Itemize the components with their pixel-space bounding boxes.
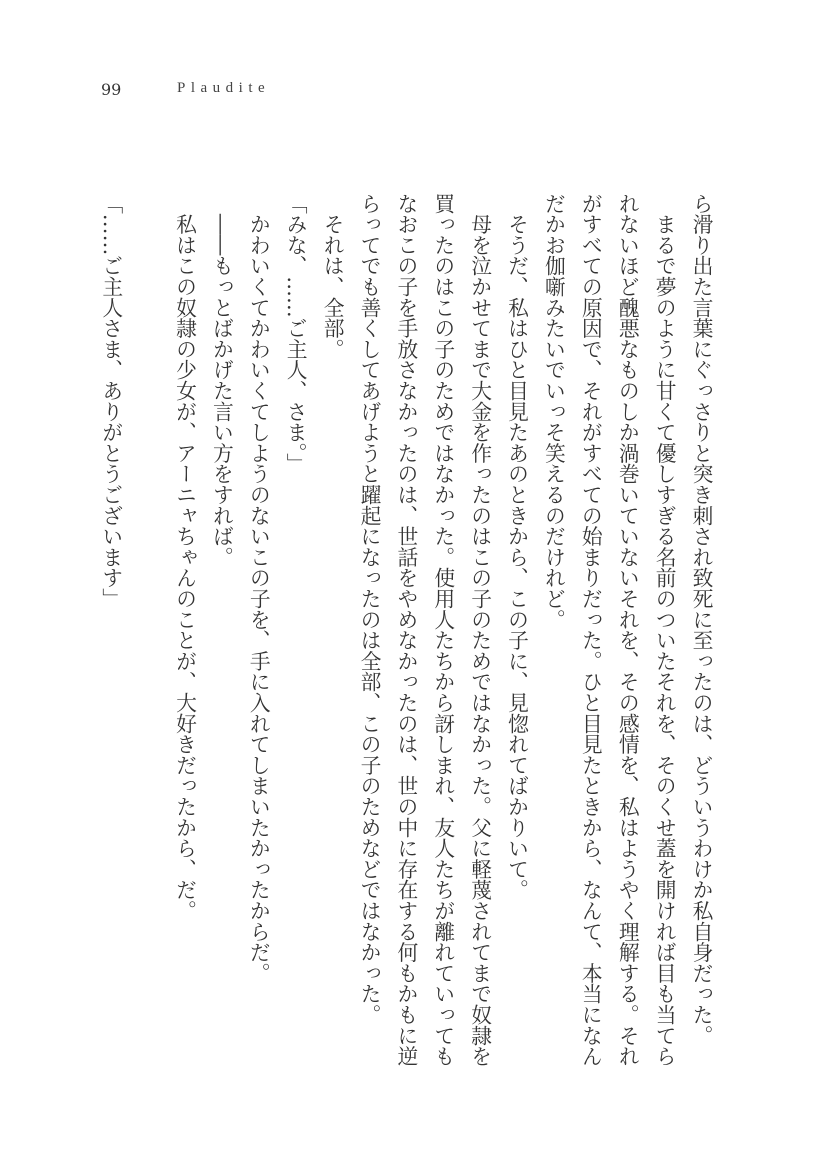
text-column: まるで夢のように甘くて優しすぎる名前のついたそれを、そのくせ蓋を開ければ目も当てら: [652, 193, 677, 1067]
blank-column: [129, 193, 166, 1073]
text-column: 私はこの奴隷の少女が、アーニャちゃんのことが、大好きだったから、だ。: [172, 193, 197, 921]
running-title: Plaudite: [177, 80, 271, 96]
text-column: れないほど醜悪なものしか渦巻いていないそれを、その感情を、私はようやく理解する。それ: [615, 193, 640, 1067]
text-column: 買ったのはこの子のためではなかった。使用人たちから訝しまれ、友人たちが離れていっても: [430, 193, 455, 1067]
text-column: それは、全部。: [320, 193, 345, 360]
text-column: がすべての原因で、それがすべての始まりだった。ひと目見たときから、なんて、本当になん: [578, 193, 603, 1067]
text-column: ――もっとばかげた言い方をすれば。: [209, 193, 234, 568]
vertical-body-text: [92, 193, 719, 1073]
text-column: 母を泣かせてまで大金を作ったのはこの子のためではなかった。父に軽蔑されてまで奴隷を: [467, 193, 492, 1067]
dialogue-column: 「みな、……ご主人、さま。」: [283, 193, 308, 474]
text-column: なおこの子を手放さなかったのは、世話をやめなかったのは、世の中に存在する何もかもに逆: [393, 193, 418, 1067]
text-column: らってでも善くしてあげようと躍起になったのは全部、この子のためなどではなかった。: [356, 193, 381, 1025]
text-column: だかお伽噺みたいでいっそ笑えるのだけれど。: [541, 193, 566, 630]
text-column: ら滑り出た言葉にぐっさりと突き刺され致死に至ったのは、どういうわけか私自身だった。: [689, 193, 713, 1046]
text-column: そうだ、私はひと目見たあのときから、この子に、見惚れてばかりいて。: [504, 193, 529, 901]
page-number: 99: [101, 80, 122, 99]
text-column: かわいくてかわいくてしようのないこの子を、手に入れてしまいたかったからだ。: [246, 193, 271, 984]
dialogue-column: 「……ご主人さま、ありがとうございます」: [98, 193, 123, 609]
